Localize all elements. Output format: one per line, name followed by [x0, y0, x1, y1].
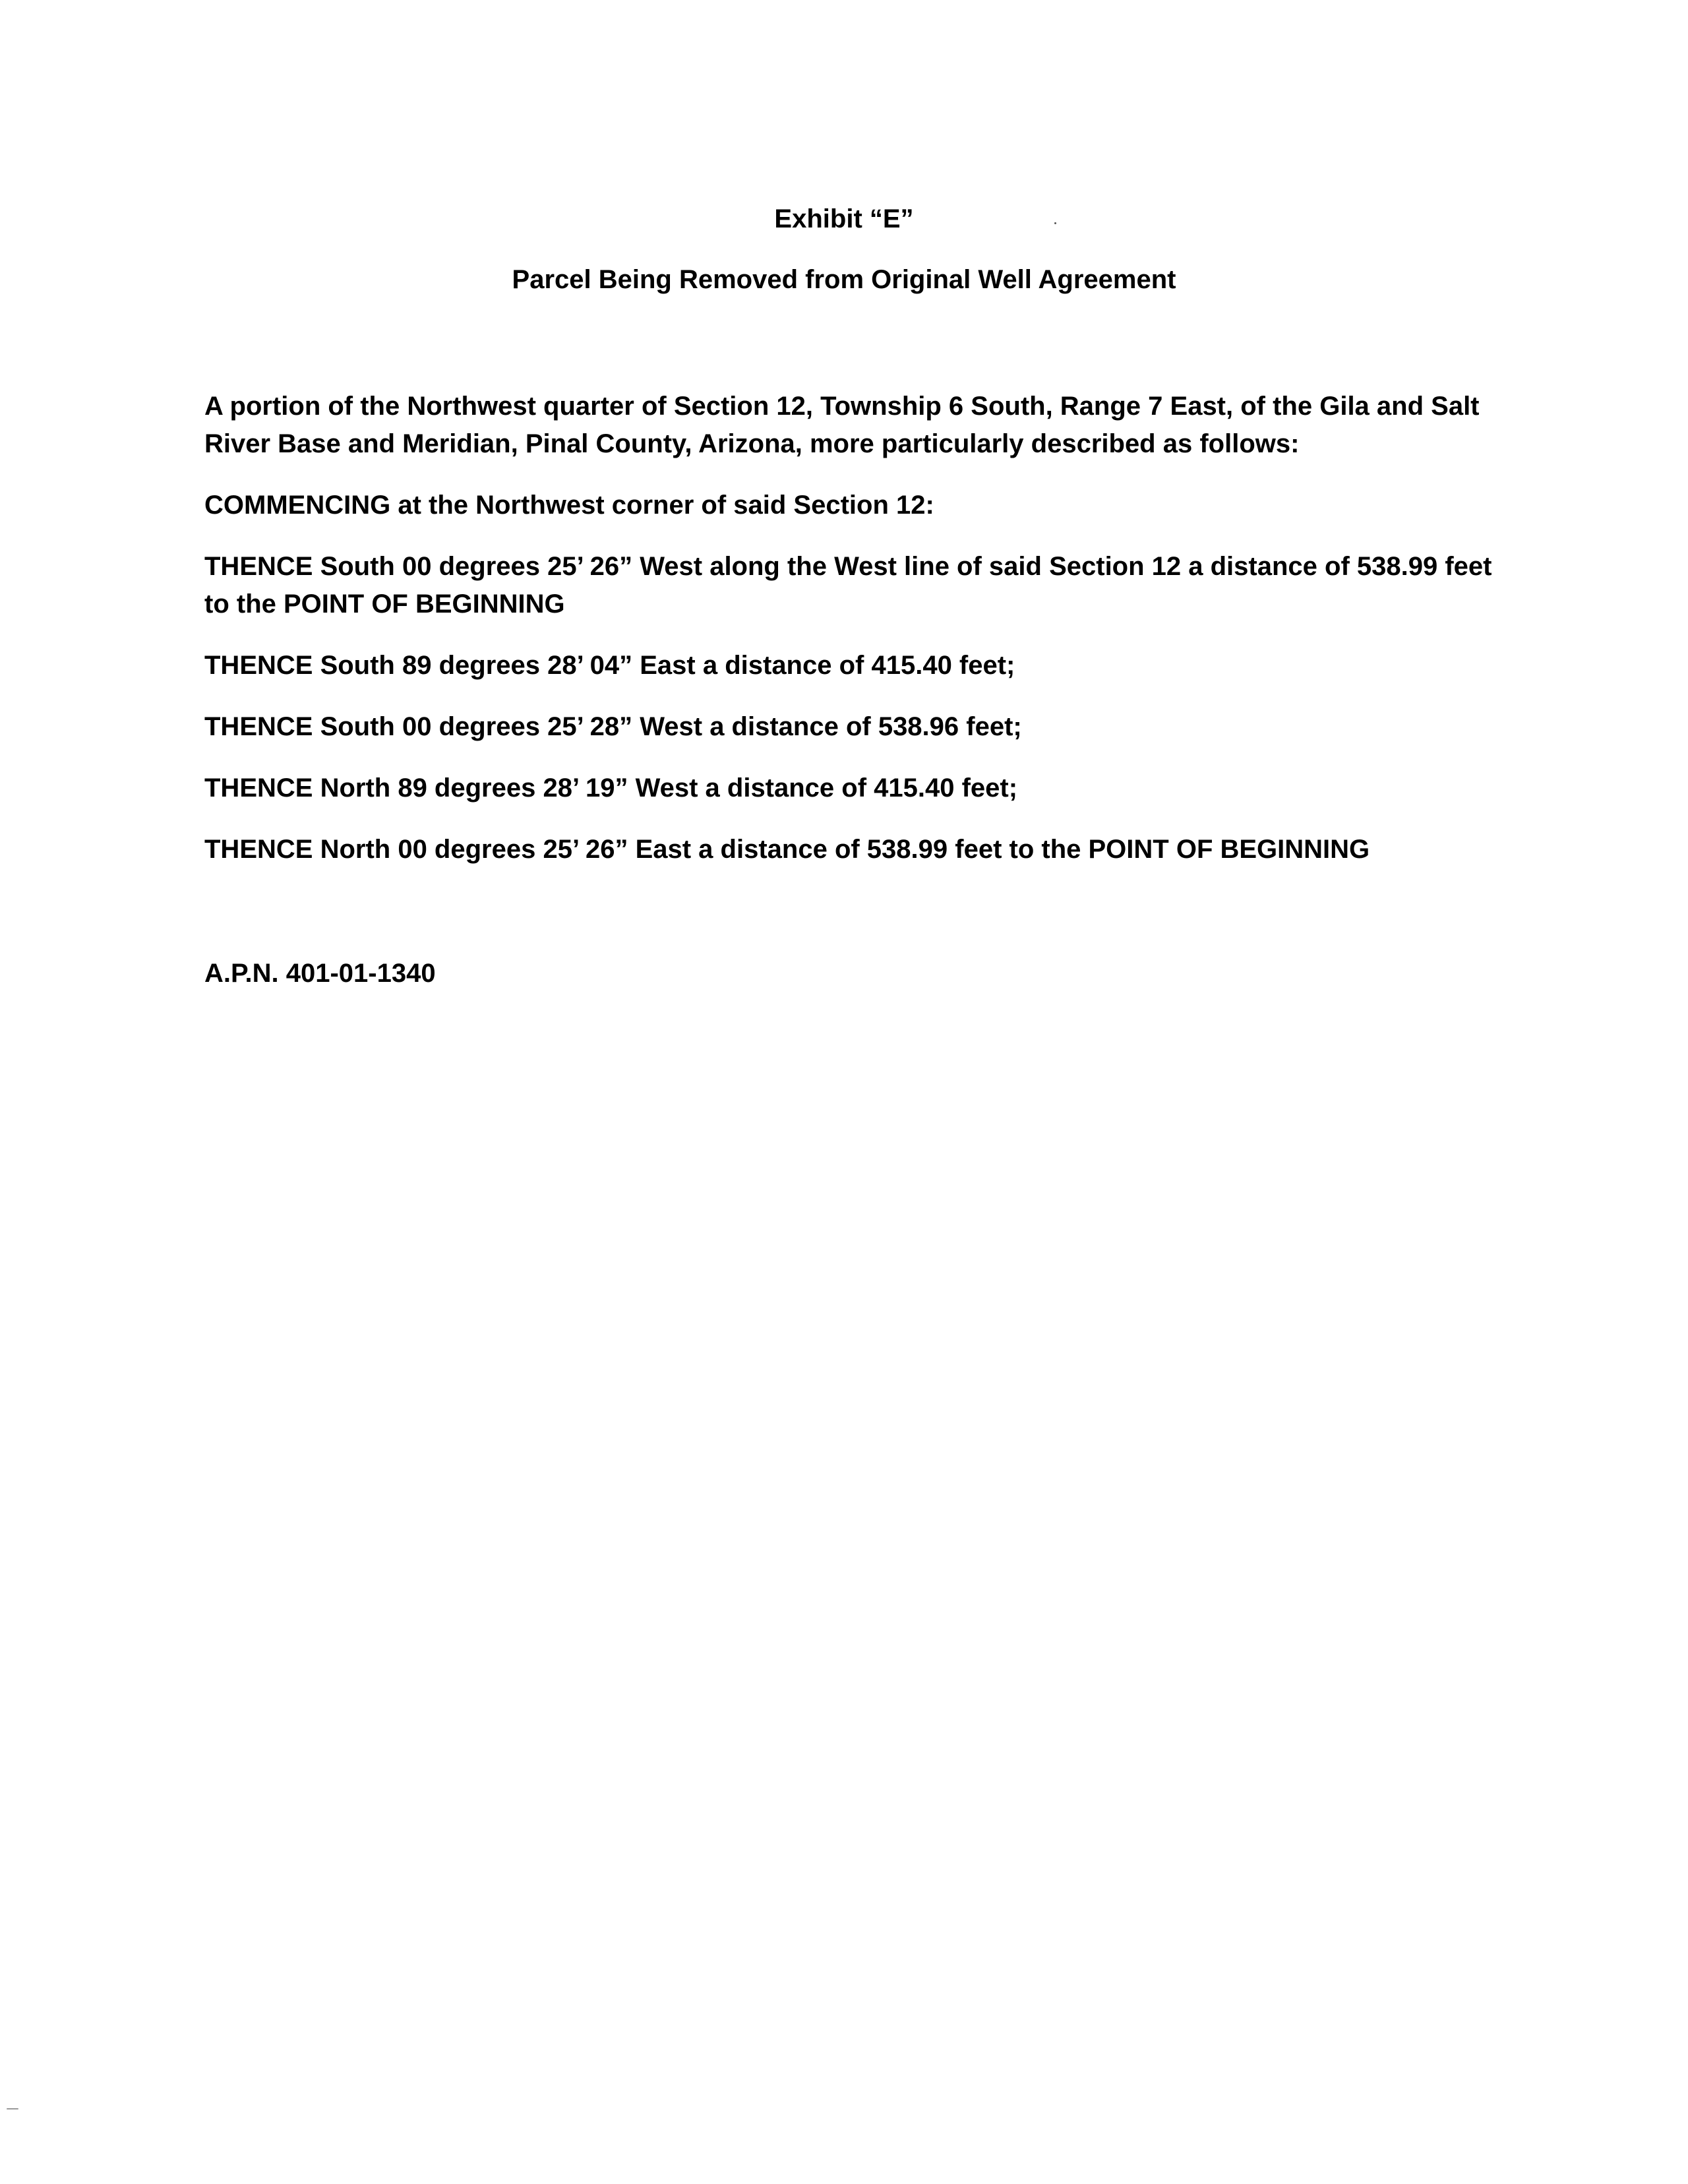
- thence-clause-3: THENCE South 00 degrees 25’ 28” West a distance of 538.96 feet;: [204, 712, 1022, 741]
- exhibit-subtitle: Parcel Being Removed from Original Well Agreement: [512, 265, 1176, 294]
- legal-description-intro: A portion of the Northwest quarter of Section 12, Township 6 South, Range 7 East, of the Gila and Salt River Base and Meridian, Pinal County, Arizona, more particularly described as follows:: [204, 392, 1480, 458]
- thence-clause-1: THENCE South 00 degrees 25’ 26” West along the West line of said Section 12 a distance of 538.99 feet to the POINT OF BEGINNING: [204, 552, 1492, 619]
- scan-speck: [1054, 222, 1056, 224]
- scan-mark: [7, 2108, 18, 2109]
- apn-number: A.P.N. 401-01-1340: [204, 959, 436, 988]
- commencing-clause: COMMENCING at the Northwest corner of said Section 12:: [204, 491, 934, 520]
- exhibit-title: Exhibit “E”: [774, 204, 914, 233]
- thence-clause-2: THENCE South 89 degrees 28’ 04” East a distance of 415.40 feet;: [204, 651, 1015, 680]
- thence-clause-5: THENCE North 00 degrees 25’ 26” East a distance of 538.99 feet to the POINT OF BEGINNING: [204, 835, 1370, 864]
- thence-clause-4: THENCE North 89 degrees 28’ 19” West a distance of 415.40 feet;: [204, 774, 1018, 803]
